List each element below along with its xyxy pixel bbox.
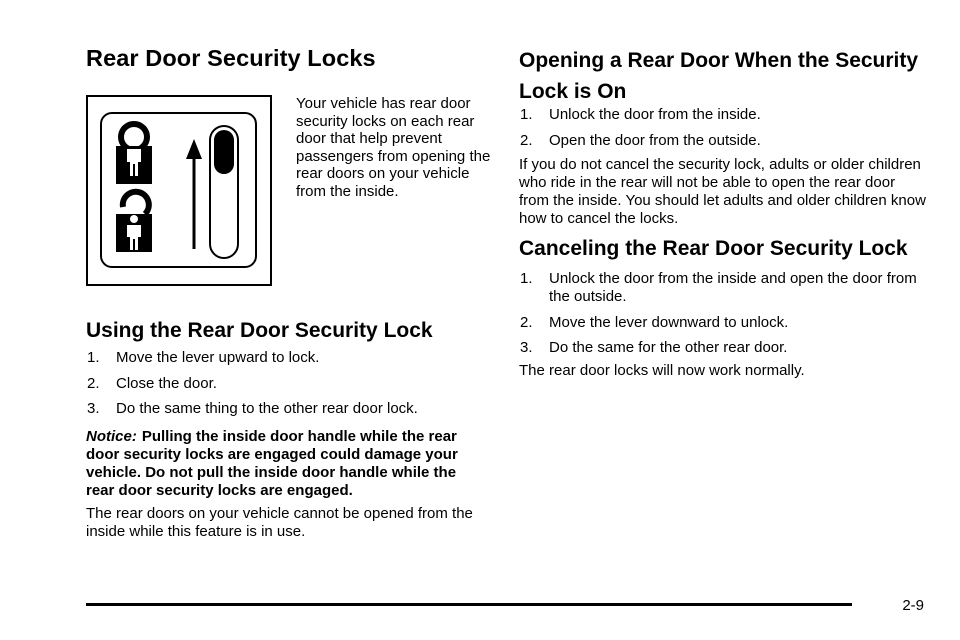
using-steps-list	[86, 349, 486, 426]
notice-paragraph	[86, 428, 486, 500]
step-number: 1.	[520, 270, 533, 287]
opening-paragraph: If you do not cancel the security lock, adults or older children who ride in the rear will not be able to open the rear door from the inside. You should let adults and older children know how to cancel the locks.	[519, 156, 926, 227]
canceling-paragraph: The rear door locks will now work normally.	[519, 362, 805, 379]
list-item	[519, 132, 919, 150]
lock-panel	[100, 112, 257, 268]
list-item	[519, 106, 919, 124]
list-item	[519, 339, 919, 357]
lever-slot-icon	[210, 126, 238, 258]
footer-rule	[86, 603, 852, 606]
security-lock-illustration	[86, 95, 272, 286]
notice-text: Pulling the inside door handle while the rear door security locks are engaged could damage your vehicle. Do not pull the inside door handle while the rear door security locks are engaged.	[86, 428, 458, 499]
canceling-steps-list	[519, 270, 919, 365]
up-arrow-icon	[186, 139, 202, 249]
list-item	[86, 400, 486, 418]
opening-steps-list	[519, 106, 919, 157]
step-number: 3.	[87, 400, 100, 417]
step-number: 2.	[520, 313, 533, 331]
section-title-canceling: Canceling the Rear Door Security Lock	[519, 237, 908, 260]
page-title: Rear Door Security Locks	[86, 45, 376, 71]
list-item	[519, 314, 919, 332]
step-number: 2.	[520, 131, 533, 149]
closing-paragraph: The rear doors on your vehicle cannot be opened from the inside while this feature is in use.	[86, 505, 473, 540]
step-text: Unlock the door from the inside.	[549, 106, 761, 123]
step-text: Do the same thing to the other rear door lock.	[116, 400, 418, 417]
step-number: 1.	[87, 349, 100, 366]
intro-paragraph: Your vehicle has rear door security locks on each rear door that help prevent passengers from opening the rear doors on your vehicle from the inside.	[296, 95, 491, 200]
section-title-using: Using the Rear Door Security Lock	[86, 319, 433, 342]
lock-diagram-svg	[102, 114, 259, 270]
step-text: Unlock the door from the inside and open the door from the outside.	[549, 270, 917, 305]
step-number: 2.	[87, 374, 100, 392]
list-item	[86, 375, 486, 393]
step-text: Move the lever downward to unlock.	[549, 313, 789, 331]
step-text: Move the lever upward to lock.	[116, 349, 320, 366]
child-lock-unlocked-icon	[116, 192, 152, 252]
notice-label: Notice:	[86, 428, 137, 445]
step-text: Open the door from the outside.	[549, 131, 761, 149]
child-lock-locked-icon	[116, 124, 152, 184]
step-text: Close the door.	[116, 374, 217, 392]
section-title-opening: Opening a Rear Door When the Security Lock is On	[519, 49, 919, 103]
list-item	[519, 270, 919, 306]
step-number: 3.	[520, 339, 533, 356]
list-item	[86, 349, 486, 367]
page-number: 2-9	[902, 597, 924, 614]
step-text: Do the same for the other rear door.	[549, 339, 788, 356]
step-number: 1.	[520, 106, 533, 123]
